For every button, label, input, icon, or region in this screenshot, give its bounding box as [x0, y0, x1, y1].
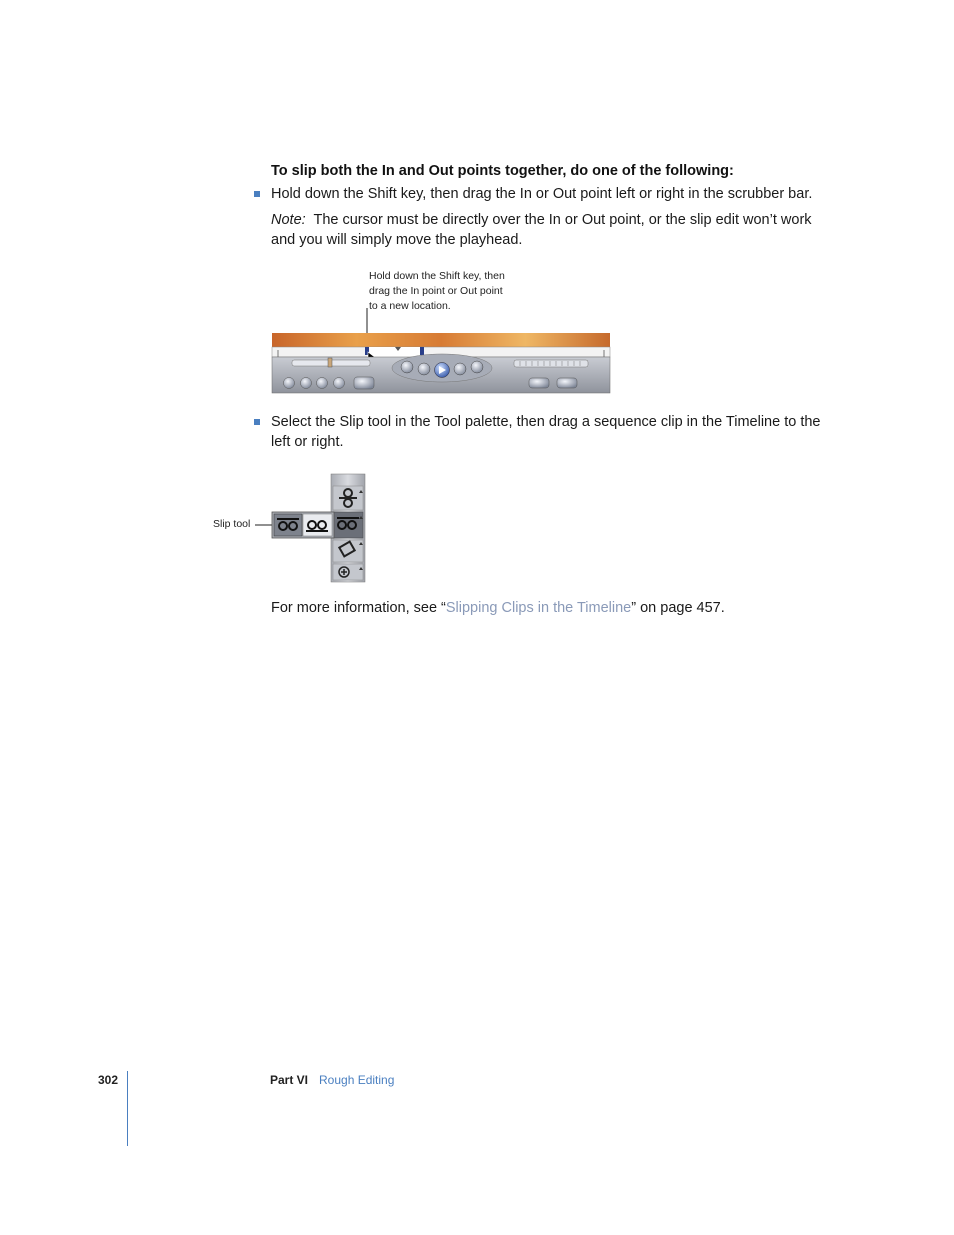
footer-divider: [127, 1071, 128, 1146]
video-frame-strip: [272, 333, 610, 347]
section-heading: To slip both the In and Out points together, do one of the following:: [271, 163, 734, 179]
jog-control[interactable]: [514, 360, 588, 367]
cross-reference-link[interactable]: Slipping Clips in the Timeline: [445, 600, 632, 616]
recent-clips-button[interactable]: [557, 378, 577, 388]
more-info-suffix: ” on page 457.: [631, 600, 725, 616]
generators-button[interactable]: [529, 378, 549, 388]
add-keyframe-button[interactable]: [317, 378, 328, 389]
mark-in-out-button[interactable]: [354, 377, 374, 389]
callout-slip-tool: Slip tool: [213, 518, 251, 530]
go-to-next-edit-button[interactable]: [471, 361, 483, 373]
tool-palette-figure: [255, 472, 370, 584]
zoom-tool-button[interactable]: [333, 564, 363, 580]
more-info-prefix: For more information, see “: [271, 600, 446, 616]
note-text-line2: and you will simply move the playhead.: [271, 232, 523, 248]
play-around-current-button[interactable]: [454, 363, 466, 375]
out-point-marker[interactable]: [420, 347, 424, 355]
shuttle-slider[interactable]: [328, 358, 332, 367]
go-to-previous-edit-button[interactable]: [401, 361, 413, 373]
callout-line: to a new location.: [369, 300, 451, 312]
bullet-text-line: left or right.: [271, 434, 344, 450]
mark-clip-button[interactable]: [301, 378, 312, 389]
callout-line: drag the In point or Out point: [369, 285, 503, 297]
play-in-to-out-button[interactable]: [418, 363, 430, 375]
footer-chapter-link[interactable]: Rough Editing: [319, 1073, 395, 1087]
footer-part-label: Part VI: [270, 1073, 309, 1087]
note-label: Note:: [271, 212, 306, 228]
viewer-scrubber-figure: [270, 300, 614, 395]
bullet-marker: [254, 419, 260, 425]
note-text-line1: The cursor must be directly over the In or Out point, or the slip edit won’t work: [313, 212, 812, 228]
note-paragraph: [271, 210, 831, 250]
more-info-paragraph: [271, 600, 725, 616]
in-out-range: [367, 347, 422, 357]
bullet-marker: [254, 191, 260, 197]
add-marker-button[interactable]: [334, 378, 345, 389]
bullet-text-line: Select the Slip tool in the Tool palette, then drag a sequence clip in the Timeline to the: [271, 414, 821, 430]
bullet-text: [271, 412, 831, 452]
page-number: 302: [98, 1073, 119, 1087]
match-frame-button[interactable]: [284, 378, 295, 389]
callout-line: Hold down the Shift key, then: [369, 270, 505, 282]
bullet-text: Hold down the Shift key, then drag the In or Out point left or right in the scrubber bar.: [271, 186, 813, 202]
